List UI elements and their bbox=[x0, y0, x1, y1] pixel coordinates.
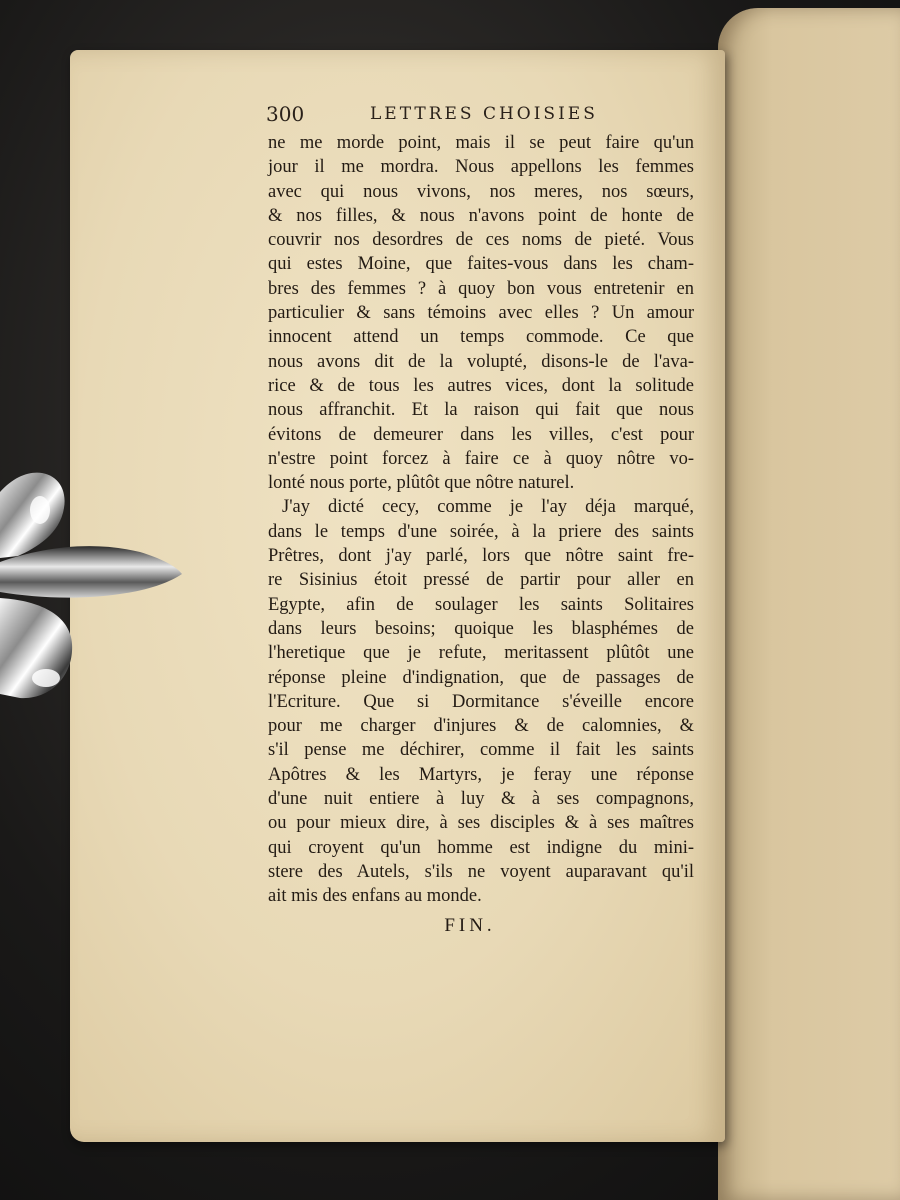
text-line: nous affranchit. Et la raison qui fait que nous bbox=[268, 400, 694, 421]
text-line: ait mis des enfans au monde. bbox=[268, 886, 482, 907]
text-line: innocent attend un temps commode. Ce que bbox=[268, 327, 694, 348]
text-line: re Sisinius étoit pressé de partir pour aller en bbox=[268, 570, 694, 591]
text-line: dans leurs besoins; quoique les blasphémes de bbox=[268, 618, 694, 639]
text-line: dans le temps d'une soirée, à la priere des saints bbox=[268, 521, 694, 542]
text-line: & nos filles, & nous n'avons point de honte de bbox=[268, 205, 694, 226]
finis-mark: FIN. bbox=[444, 915, 496, 936]
text-line: ou pour mieux dire, à ses disciples & à ses maîtres bbox=[268, 813, 694, 834]
text-line: Prêtres, dont j'ay parlé, lors que nôtre saint fre- bbox=[268, 546, 694, 567]
text-line: J'ay dicté cecy, comme je l'ay déja marqué, bbox=[282, 497, 694, 518]
text-line: l'heretique que je refute, meritassent plûtôt une bbox=[268, 643, 694, 664]
text-line: couvrir nos desordres de ces noms de pieté. Vous bbox=[268, 230, 694, 251]
text-line: particulier & sans témoins avec elles ? Un amour bbox=[268, 303, 694, 324]
text-line: d'une nuit entiere à luy & à ses compagnons, bbox=[268, 789, 694, 810]
text-line: réponse pleine d'indignation, que de passages de bbox=[268, 667, 694, 688]
text-line: nous avons dit de la volupté, disons-le de l'ava- bbox=[268, 351, 694, 372]
text-line: pour me charger d'injures & de calomnies, & bbox=[268, 716, 694, 737]
text-line: Apôtres & les Martyrs, je feray une réponse bbox=[268, 764, 694, 785]
text-line: l'Ecriture. Que si Dormitance s'éveille encore bbox=[268, 691, 694, 712]
text-line: évitons de demeurer dans les villes, c'est pour bbox=[268, 424, 694, 445]
page-number: 300 bbox=[266, 102, 305, 126]
running-head bbox=[266, 100, 666, 130]
text-line: jour il me mordra. Nous appellons les femmes bbox=[268, 157, 694, 178]
text-line: avec qui nous vivons, nos meres, nos sœurs, bbox=[268, 181, 694, 202]
text-line: ne me morde point, mais il se peut faire qu'un bbox=[268, 133, 694, 153]
facing-page bbox=[718, 8, 900, 1200]
body-text bbox=[268, 131, 694, 909]
text-line: Egypte, afin de soulager les saints Solitaires bbox=[268, 594, 694, 615]
text-line: stere des Autels, s'ils ne voyent auparavant qu'il bbox=[268, 861, 694, 882]
text-line: lonté nous porte, plûtôt que nôtre naturel. bbox=[268, 473, 575, 494]
running-head-title: LETTRES CHOISIES bbox=[370, 104, 598, 124]
text-line: s'il pense me déchirer, comme il fait les saints bbox=[268, 740, 694, 761]
fleur-de-lis-page-holder bbox=[0, 462, 190, 702]
text-line: qui croyent qu'un homme est indigne du mini- bbox=[268, 837, 694, 858]
text-line: qui estes Moine, que faites-vous dans les cham- bbox=[268, 254, 694, 275]
text-line: bres des femmes ? à quoy bon vous entretenir en bbox=[268, 278, 694, 299]
text-line: rice & de tous les autres vices, dont la solitude bbox=[268, 375, 694, 396]
text-line: n'estre point forcez à faire ce à quoy nôtre vo- bbox=[268, 448, 694, 469]
